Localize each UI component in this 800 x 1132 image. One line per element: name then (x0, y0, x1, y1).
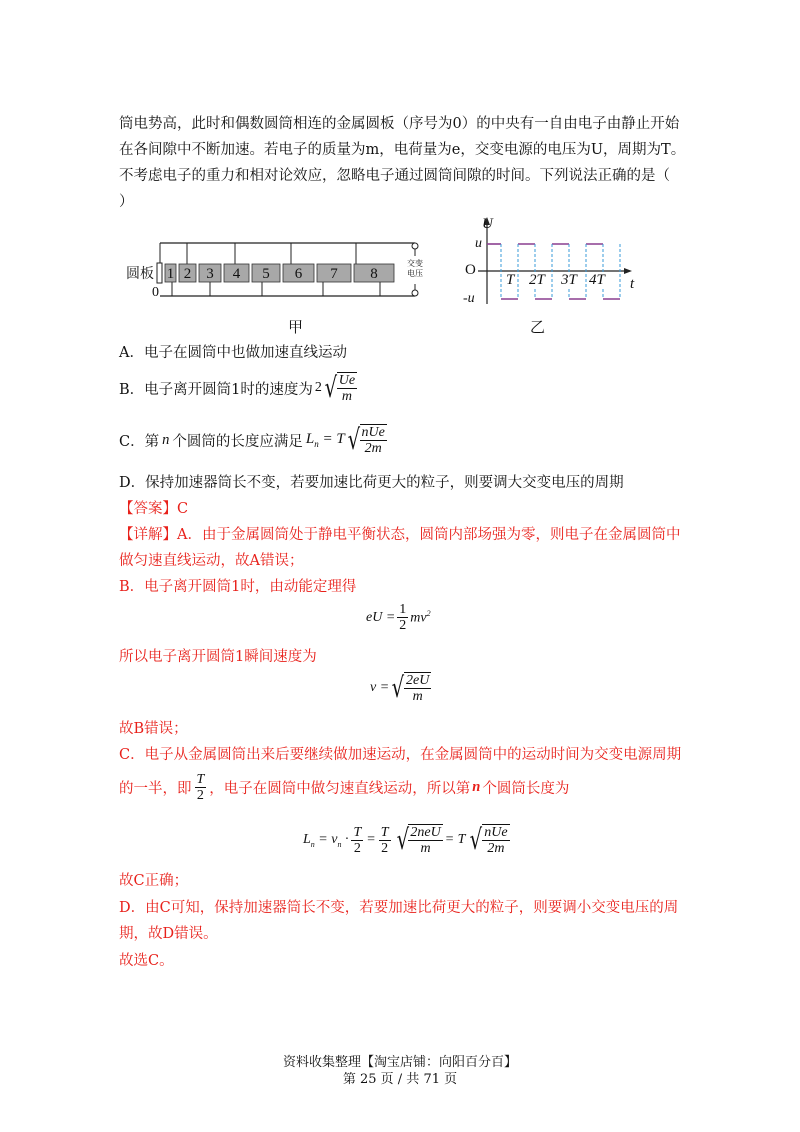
question-text-line-3: 不考虑电子的重力和相对论效应，忽略电子通过圆筒间隙的时间。下列说法正确的是（ (119, 168, 670, 184)
footer-source: 资料收集整理【淘宝店铺：向阳百分百】 (282, 1055, 517, 1070)
question-text-line-1: 筒电势高，此时和偶数圆筒相连的金属圆板（序号为0）的中央有一自由电子由静止开始 (119, 116, 680, 132)
tube-label-3: 3 (206, 266, 214, 282)
option-b-coef: 2 (314, 380, 322, 395)
waveform-neg-u-label: -u (463, 291, 475, 306)
option-c-n: n (162, 431, 170, 448)
equation-velocity: v = √ $\frac{2eU}{m}$ (370, 671, 430, 704)
answer-label: 【答案】C (119, 501, 189, 517)
equation-length: $L_n = v_n$ · $\frac{T}{2}$ = $\frac{T}{2}$ √ $\frac{\text{2neU}}{m}$ = T √ $\frac{\text{nUe}}{2m}$ (303, 823, 508, 856)
figure-jia-caption: 甲 (288, 318, 304, 336)
waveform-tick-2T: 2T (529, 272, 545, 288)
explain-line-4: 所以电子离开圆筒1瞬间速度为 (119, 649, 317, 665)
explain-line-7n: n (472, 779, 481, 795)
option-b (119, 372, 357, 404)
waveform-y-axis-label: U (482, 216, 493, 232)
plate-zero-label: 0 (152, 285, 159, 300)
explain-line-5: 故B错误； (119, 721, 188, 737)
option-c-formula-lhs: $L_n = T$ (305, 431, 345, 449)
tube-label-6: 6 (294, 266, 303, 282)
explain-line-6: C．电子从金属圆筒出来后要继续做加速运动，在金属圆筒中的运动时间为交变电源周期 (119, 747, 682, 763)
option-d: D．保持加速器筒长不变，若要加速比荷更大的粒子，则要调大交变电压的周期 (119, 475, 624, 491)
option-b-text: B．电子离开圆筒1时的速度为 (119, 381, 313, 398)
option-a: A．电子在圆筒中也做加速直线运动 (119, 345, 347, 361)
question-text-line-2: 在各间隙中不断加速。若电子的质量为m，电荷量为e，交变电源的电压为U，周期为T。 (119, 142, 686, 158)
explain-line-10: 期，故D错误。 (119, 926, 218, 942)
equation-energy: eU = $\frac{1}{2}$ $mv^2$ (366, 602, 431, 633)
explain-line-7: 的一半，即 $\frac{T}{2}$ ，电子在圆筒中做匀速直线运动，所以第 n 个圆筒长度为 (119, 772, 570, 803)
waveform-tick-T: T (506, 272, 515, 288)
waveform-u-label: u (475, 236, 482, 251)
explain-line-7b: ，电子在圆筒中做匀速直线运动，所以第 (209, 781, 471, 797)
option-c-text2: 个圆筒的长度应满足 (172, 433, 303, 450)
tube-label-8: 8 (370, 266, 378, 282)
footer-page-number: 第 25 页 / 共 71 页 (342, 1072, 458, 1087)
question-text-line-4: ） (119, 194, 134, 210)
plate-label: 圆板 (126, 266, 154, 282)
explain-line-3: B．电子离开圆筒1时，由动能定理得 (119, 579, 357, 595)
option-c-text: C．第 (119, 433, 160, 450)
tube-label-4: 4 (232, 266, 241, 282)
explain-line-2: 做匀速直线运动，故A错误； (119, 553, 304, 569)
option-b-sqrt: √ $\frac{Ue}{m}$ (324, 371, 356, 404)
tube-label-1: 1 (166, 266, 175, 282)
waveform-tick-4T: 4T (589, 272, 605, 288)
explain-line-7a: 的一半，即 (119, 781, 192, 797)
waveform-tick-3T: 3T (561, 272, 577, 288)
waveform-origin-label: O (465, 262, 476, 278)
option-c-sqrt: √ $\frac{\text{nUe}}{2m}$ (347, 423, 385, 456)
tube-label-7: 7 (330, 266, 338, 282)
waveform-x-axis-label: t (630, 276, 635, 292)
explain-line-8: 故C正确； (119, 873, 189, 889)
option-c (119, 424, 387, 456)
explain-line-1: 【详解】A．由于金属圆筒处于静电平衡状态，圆筒内部场强为零，则电子在金属圆筒中 (119, 527, 681, 543)
voltage-waveform (448, 214, 648, 324)
ac-source-label: 交变电压 (407, 259, 423, 278)
explain-line-7c: 个圆筒长度为 (482, 781, 570, 797)
tube-label-5: 5 (262, 266, 270, 282)
explain-line-9: D．由C可知，保持加速器筒长不变，若要加速比荷更大的粒子，则要调小交变电压的周 (119, 900, 679, 916)
accelerator-diagram (115, 236, 435, 336)
figure-yi-caption: 乙 (530, 318, 546, 336)
explain-line-11: 故选C。 (119, 953, 174, 969)
tube-label-2: 2 (183, 266, 192, 282)
